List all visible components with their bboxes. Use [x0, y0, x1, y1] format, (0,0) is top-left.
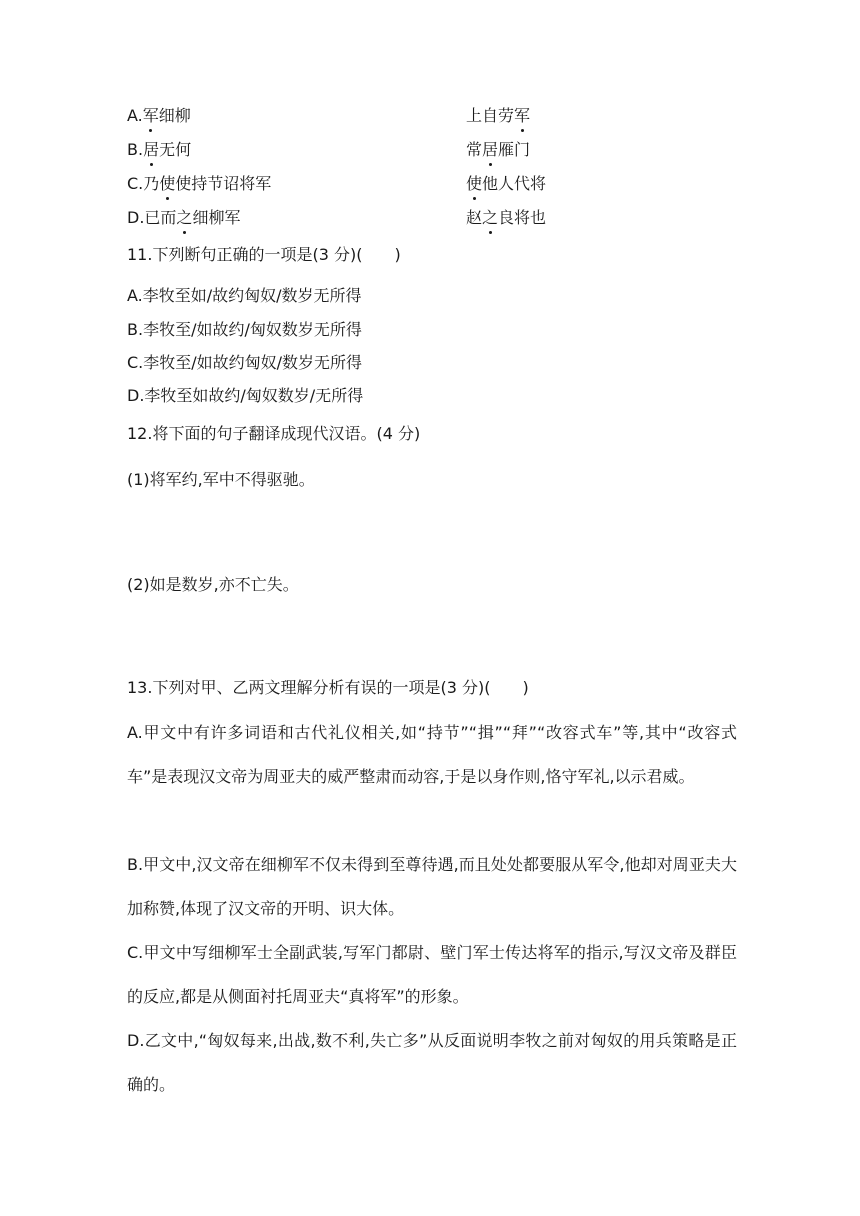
- q11-stem: 11.下列断句正确的一项是(3 分)( ): [127, 245, 401, 264]
- q10-c-left-key: 使: [159, 174, 176, 193]
- q13-option-c: C.甲文中写细柳军士全副武装,写军门都尉、壁门军士传达将军的指示,写汉文帝及群臣的反应,都是从侧面衬托周亚夫“真将军”的形象。: [127, 943, 737, 1006]
- q10-a-left-key: 军: [142, 106, 159, 125]
- q12-item-1: (1)将军约,军中不得驱驰。: [127, 470, 315, 489]
- q10-a-left-pre: A.: [127, 106, 143, 125]
- q10-b-right-post: 雁门: [498, 140, 531, 159]
- q10-b-left-post: 无何: [159, 140, 192, 159]
- q13-option-d: D.乙文中,“匈奴每来,出战,数不利,失亡多”从反面说明李牧之前对匈奴的用兵策略是正确的。: [127, 1031, 737, 1094]
- q10-d-left-post: 细柳军: [192, 208, 241, 227]
- q10-option-d: [127, 208, 547, 228]
- q10-option-a: [127, 106, 531, 126]
- q10-b-right-pre: 常: [466, 140, 483, 159]
- q13-option-a: A.甲文中有许多词语和古代礼仪相关,如“持节”“揖”“拜”“改容式车”等,其中“改容式车”是表现汉文帝为周亚夫的威严整肃而动容,于是以身作则,恪守军礼,以示君威。: [127, 723, 737, 786]
- q10-d-left-key: 之: [176, 208, 193, 227]
- q12-stem: 12.将下面的句子翻译成现代汉语。(4 分): [127, 424, 421, 443]
- q10-c-right: [466, 174, 546, 194]
- q10-d-right-pre: 赵: [466, 208, 483, 227]
- q13-stem: 13.下列对甲、乙两文理解分析有误的一项是(3 分)( ): [127, 678, 529, 697]
- q10-option-b: [127, 140, 531, 160]
- q11-option-a: A.李牧至如/故约匈奴/数岁无所得: [127, 286, 362, 305]
- q12-item-2: (2)如是数岁,亦不亡失。: [127, 575, 299, 594]
- q10-a-right: [466, 106, 530, 126]
- q10-d-right-post: 良将也: [498, 208, 547, 227]
- q10-d-right: [466, 208, 546, 228]
- q10-a-right-pre: 上自劳: [466, 106, 515, 125]
- q10-d-right-key: 之: [482, 208, 499, 227]
- q13-option-b: B.甲文中,汉文帝在细柳军不仅未得到至尊待遇,而且处处都要服从军令,他却对周亚夫大加称赞,体现了汉文帝的开明、识大体。: [127, 855, 737, 918]
- q10-a-left-post: 细柳: [158, 106, 191, 125]
- q10-option-c: [127, 174, 547, 194]
- q11-option-d: D.李牧至如故约/匈奴数岁/无所得: [127, 386, 364, 405]
- q10-c-left-post: 使持节诏将军: [175, 174, 272, 193]
- q10-c-right-post: 他人代将: [482, 174, 547, 193]
- q11-option-b: B.李牧至/如故约/匈奴数岁无所得: [127, 320, 362, 339]
- q10-b-right-key: 居: [482, 140, 499, 159]
- q10-a-right-key: 军: [514, 106, 531, 125]
- q10-b-right: [466, 140, 530, 160]
- q11-option-c: C.李牧至/如故约匈奴/数岁无所得: [127, 353, 363, 372]
- q10-c-left-pre: C.乃: [127, 174, 160, 193]
- q10-b-left-key: 居: [143, 140, 160, 159]
- q10-d-left-pre: D.已而: [127, 208, 177, 227]
- q10-c-right-key: 使: [466, 174, 483, 193]
- q10-b-left-pre: B.: [127, 140, 144, 159]
